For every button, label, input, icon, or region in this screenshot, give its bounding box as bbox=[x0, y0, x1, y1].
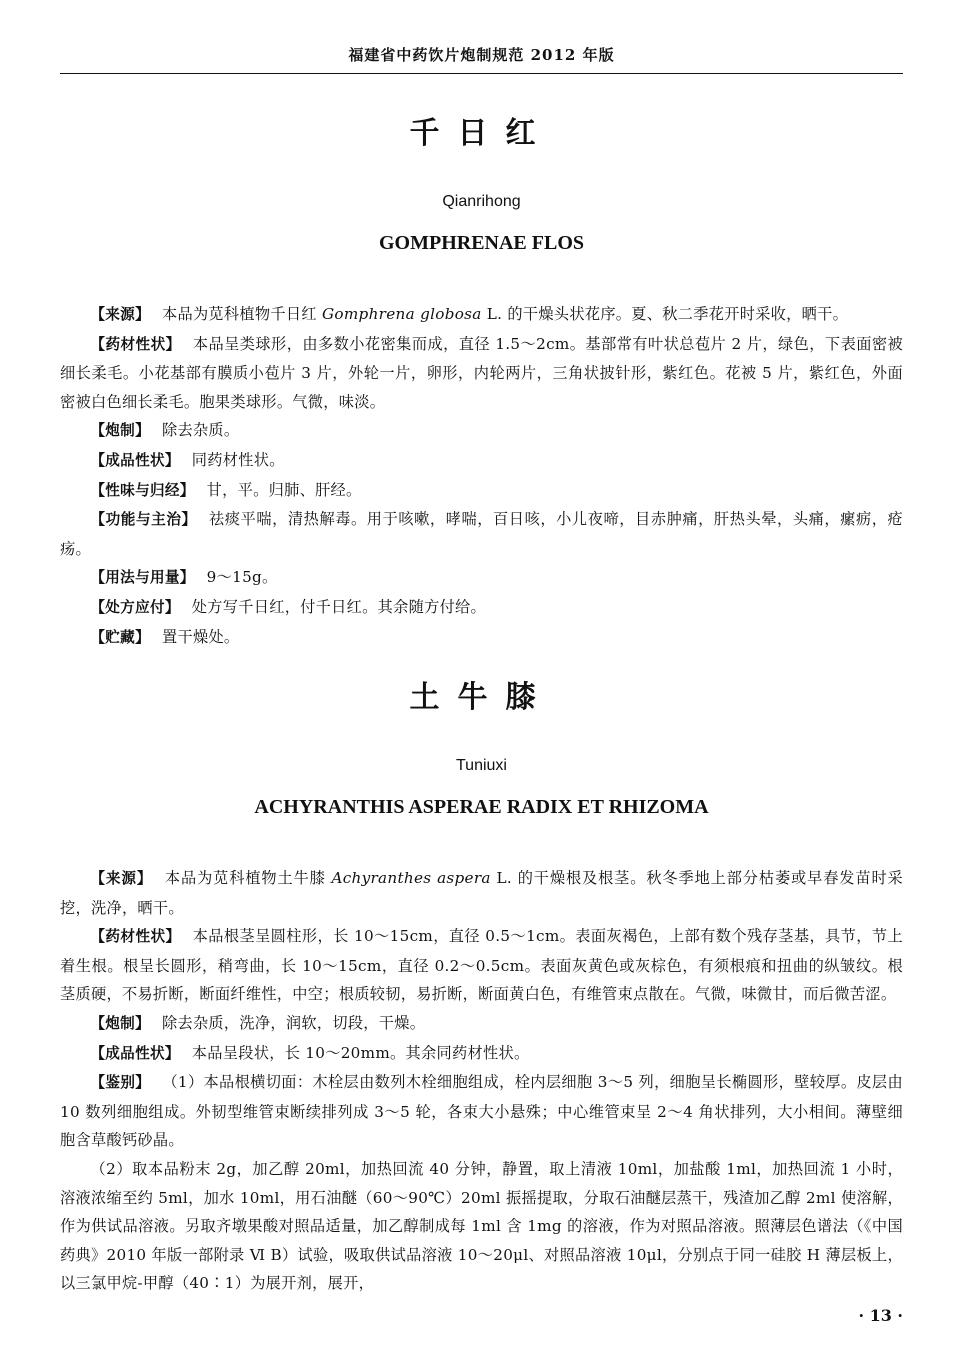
section-text: 同药材性状。 bbox=[191, 450, 285, 469]
section-label: 【炮制】 bbox=[90, 422, 150, 440]
section-label: 【药材性状】 bbox=[90, 335, 181, 353]
section-label: 【药材性状】 bbox=[90, 928, 181, 946]
section-label: 【炮制】 bbox=[90, 1014, 150, 1032]
running-header: 福建省中药饮片炮制规范 2012 年版 bbox=[348, 46, 615, 64]
section-text: 本品为苋科植物土牛膝 bbox=[164, 869, 332, 887]
section-product-description bbox=[60, 446, 903, 476]
section-label: 【功能与主治】 bbox=[90, 511, 197, 529]
entry-latin-name: GOMPHRENAE FLOS bbox=[378, 232, 584, 254]
section-label: 【鉴别】 bbox=[90, 1074, 151, 1092]
page-number: · 13 · bbox=[858, 1306, 903, 1325]
section-text: （2）取本品粉末 2g，加乙醇 20ml，加热回流 40 分钟，静置，取上清液 10ml，加盐酸 1ml，加热回流 1 小时，溶液浓缩至约 5ml，加水 10ml，用石油醚（60～90℃）20ml 振摇提取，分取石油醚层蒸干，残渣加乙醇 2ml 使溶解，作为供试品溶液。另取齐墩果酸对照品适量，加乙醇制成每 1ml 含 1mg 的溶液，作为对照品溶液。照薄层色谱法（《中国药典》2010 年版一部附录 Ⅵ B）试验，吸取供试品溶液 10～20μl、对照品溶液 10μl，分别点于同一硅胶 H 薄层板上，以三氯甲烷-甲醇（40∶1）为展开剂，展开， bbox=[60, 1159, 903, 1293]
section-property-meridian bbox=[60, 476, 903, 506]
section-crude-drug-description bbox=[60, 922, 903, 1009]
section-dosage bbox=[60, 563, 903, 593]
section-text: （1）本品根横切面：木栓层由数列木栓细胞组成，栓内层细胞 3～5 列，细胞呈长椭圆形，壁较厚。皮层由 10 数列细胞组成。外韧型维管束断续排列成 3～5 轮，各束大小悬殊；中心维管束呈 2～4 角状排列，大小相间。薄壁细胞含草酸钙砂晶。 bbox=[60, 1073, 903, 1150]
section-label: 【用法与用量】 bbox=[90, 569, 195, 587]
entry-body bbox=[60, 300, 903, 652]
section-processing bbox=[60, 1009, 903, 1039]
section-text: 本品为苋科植物千日红 bbox=[161, 305, 322, 323]
monograph-qianrihong bbox=[60, 114, 903, 652]
section-label: 【成品性状】 bbox=[90, 1044, 180, 1062]
section-crude-drug-description bbox=[60, 330, 903, 417]
section-text: 9～15g。 bbox=[206, 568, 278, 587]
section-text: 本品根茎呈圆柱形，长 10～15cm，直径 0.5～1cm。表面灰褐色，上部有数个残存茎基，具节，节上着生根。根呈长圆形，稍弯曲，长 10～15cm，直径 0.2～0.5cm。表面灰黄色或灰棕色，有须根痕和扭曲的纵皱纹。根茎质硬，不易折断，断面纤维性，中空；根质较韧，易折断，断面黄白色，有维管束点散在。气微，味微甘，而后微苦涩。 bbox=[60, 927, 903, 1004]
section-text: 本品呈类球形，由多数小花密集而成，直径 1.5～2cm。基部常有叶状总苞片 2 片，绿色，下表面密被细长柔毛。小花基部有膜质小苞片 3 片，外轮一片，卵形，内轮两片，三角状披针形，紫红色。花被 5 片，紫红色，外面密被白色细长柔毛。胞果类球形。气微，味淡。 bbox=[60, 334, 903, 411]
entry-title: 土牛膝 bbox=[409, 680, 554, 715]
section-label: 【来源】 bbox=[90, 870, 153, 887]
section-storage bbox=[60, 623, 903, 653]
section-text: 除去杂质。 bbox=[161, 421, 240, 440]
entry-body bbox=[60, 864, 903, 1298]
entry-pinyin: Qianrihong bbox=[442, 193, 521, 210]
species-name: Achyranthes aspera bbox=[331, 869, 491, 887]
monograph-tuniuxi bbox=[60, 678, 903, 1298]
entry-latin-name: ACHYRANTHIS ASPERAE RADIX ET RHIZOMA bbox=[254, 796, 709, 818]
section-text: 祛痰平喘，清热解毒。用于咳嗽，哮喘，百日咳，小儿夜啼，目赤肿痛，肝热头晕，头痛，瘰疬，疮疡。 bbox=[60, 510, 903, 558]
section-identification-1 bbox=[60, 1068, 903, 1155]
section-text: L. 的干燥根及根茎。秋冬季地上部分枯萎或早春发苗时采挖，洗净，晒干。 bbox=[60, 869, 904, 917]
section-source bbox=[60, 864, 903, 922]
section-label: 【处方应付】 bbox=[90, 598, 180, 616]
section-text: 除去杂质，洗净，润软，切段，干燥。 bbox=[161, 1013, 426, 1032]
entry-title: 千日红 bbox=[409, 116, 554, 151]
species-name: Gomphrena globosa bbox=[321, 305, 482, 323]
entry-pinyin: Tuniuxi bbox=[456, 757, 507, 774]
section-label: 【性味与归经】 bbox=[90, 481, 195, 499]
section-processing bbox=[60, 416, 903, 446]
section-prescription bbox=[60, 593, 903, 623]
section-text: 甘，平。归肺、肝经。 bbox=[206, 480, 362, 499]
header-rule bbox=[60, 73, 903, 74]
section-identification-2 bbox=[60, 1155, 903, 1298]
section-actions-indications bbox=[60, 505, 903, 563]
section-label: 【来源】 bbox=[90, 306, 150, 323]
section-text: 置干燥处。 bbox=[161, 627, 240, 646]
section-source bbox=[60, 300, 903, 330]
section-label: 【成品性状】 bbox=[90, 451, 180, 469]
section-label: 【贮藏】 bbox=[90, 628, 150, 646]
section-product-description bbox=[60, 1039, 903, 1069]
section-text: L. 的干燥头状花序。夏、秋二季花开时采收，晒干。 bbox=[481, 305, 849, 323]
section-text: 本品呈段状，长 10～20mm。其余同药材性状。 bbox=[191, 1043, 530, 1062]
section-text: 处方写千日红，付千日红。其余随方付给。 bbox=[191, 597, 487, 616]
